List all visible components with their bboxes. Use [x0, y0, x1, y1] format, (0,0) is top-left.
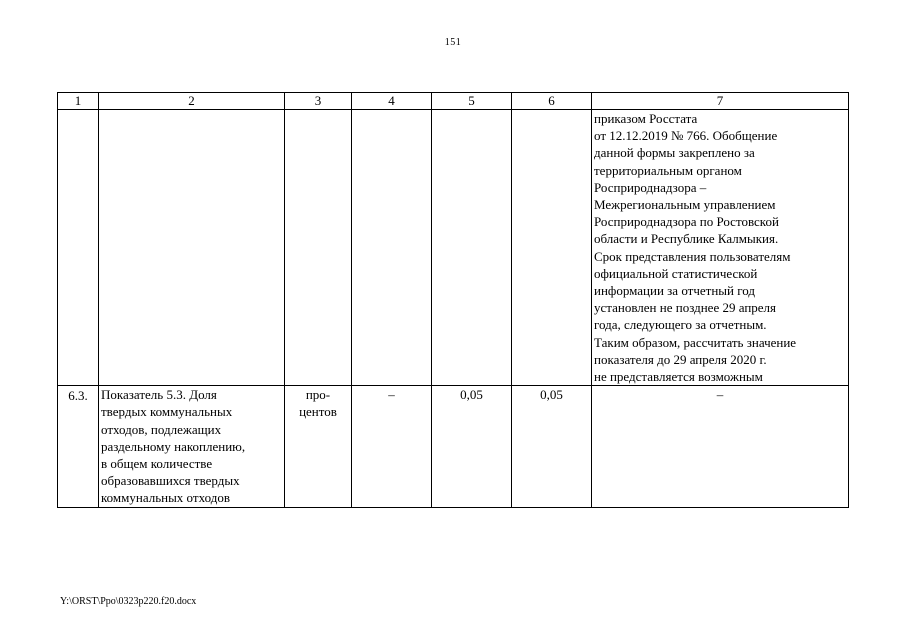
value-cell-4: – [352, 386, 432, 507]
cont-cell-4 [352, 110, 432, 386]
column-header-7: 7 [592, 93, 849, 110]
column-header-5: 5 [432, 93, 512, 110]
file-path-footer: Y:\ORST\Ppo\0323p220.f20.docx [60, 596, 197, 607]
cont-cell-5 [432, 110, 512, 386]
unit-cell: про- центов [285, 386, 352, 507]
indicator-name: Показатель 5.3. Доля твердых коммунальных отходов, подлежащих раздельному накоплению, в общем количестве образовавшихся твердых коммунальных отходов [99, 386, 285, 507]
cont-cell-6 [512, 110, 592, 386]
column-header-1: 1 [58, 93, 99, 110]
row-number: 6.3. [58, 386, 99, 507]
column-header-2: 2 [99, 93, 285, 110]
table-row-6-3 [58, 386, 849, 507]
note-cell-7: – [592, 386, 849, 507]
table-header-row [58, 93, 849, 110]
value-cell-6: 0,05 [512, 386, 592, 507]
column-header-3: 3 [285, 93, 352, 110]
cont-cell-3 [285, 110, 352, 386]
column-header-6: 6 [512, 93, 592, 110]
cont-cell-7-note: приказом Росстата от 12.12.2019 № 766. Обобщение данной формы закреплено за территориальным органом Росприроднадзора – Межрегиональным управлением Росприроднадзора по Ростовской области и Республике Калмыкия. Срок представления пользователям официальной статистической информации за отчетный год установлен не позднее 29 апреля года, следующего за отчетным. Таким образом, рассчитать значение показателя до 29 апреля 2020 г. не представляется возможным [592, 110, 849, 386]
page-number: 151 [444, 37, 462, 48]
column-header-4: 4 [352, 93, 432, 110]
indicator-table [57, 92, 849, 508]
cont-cell-1 [58, 110, 99, 386]
cont-cell-2 [99, 110, 285, 386]
continuation-row [58, 110, 849, 386]
value-cell-5: 0,05 [432, 386, 512, 507]
